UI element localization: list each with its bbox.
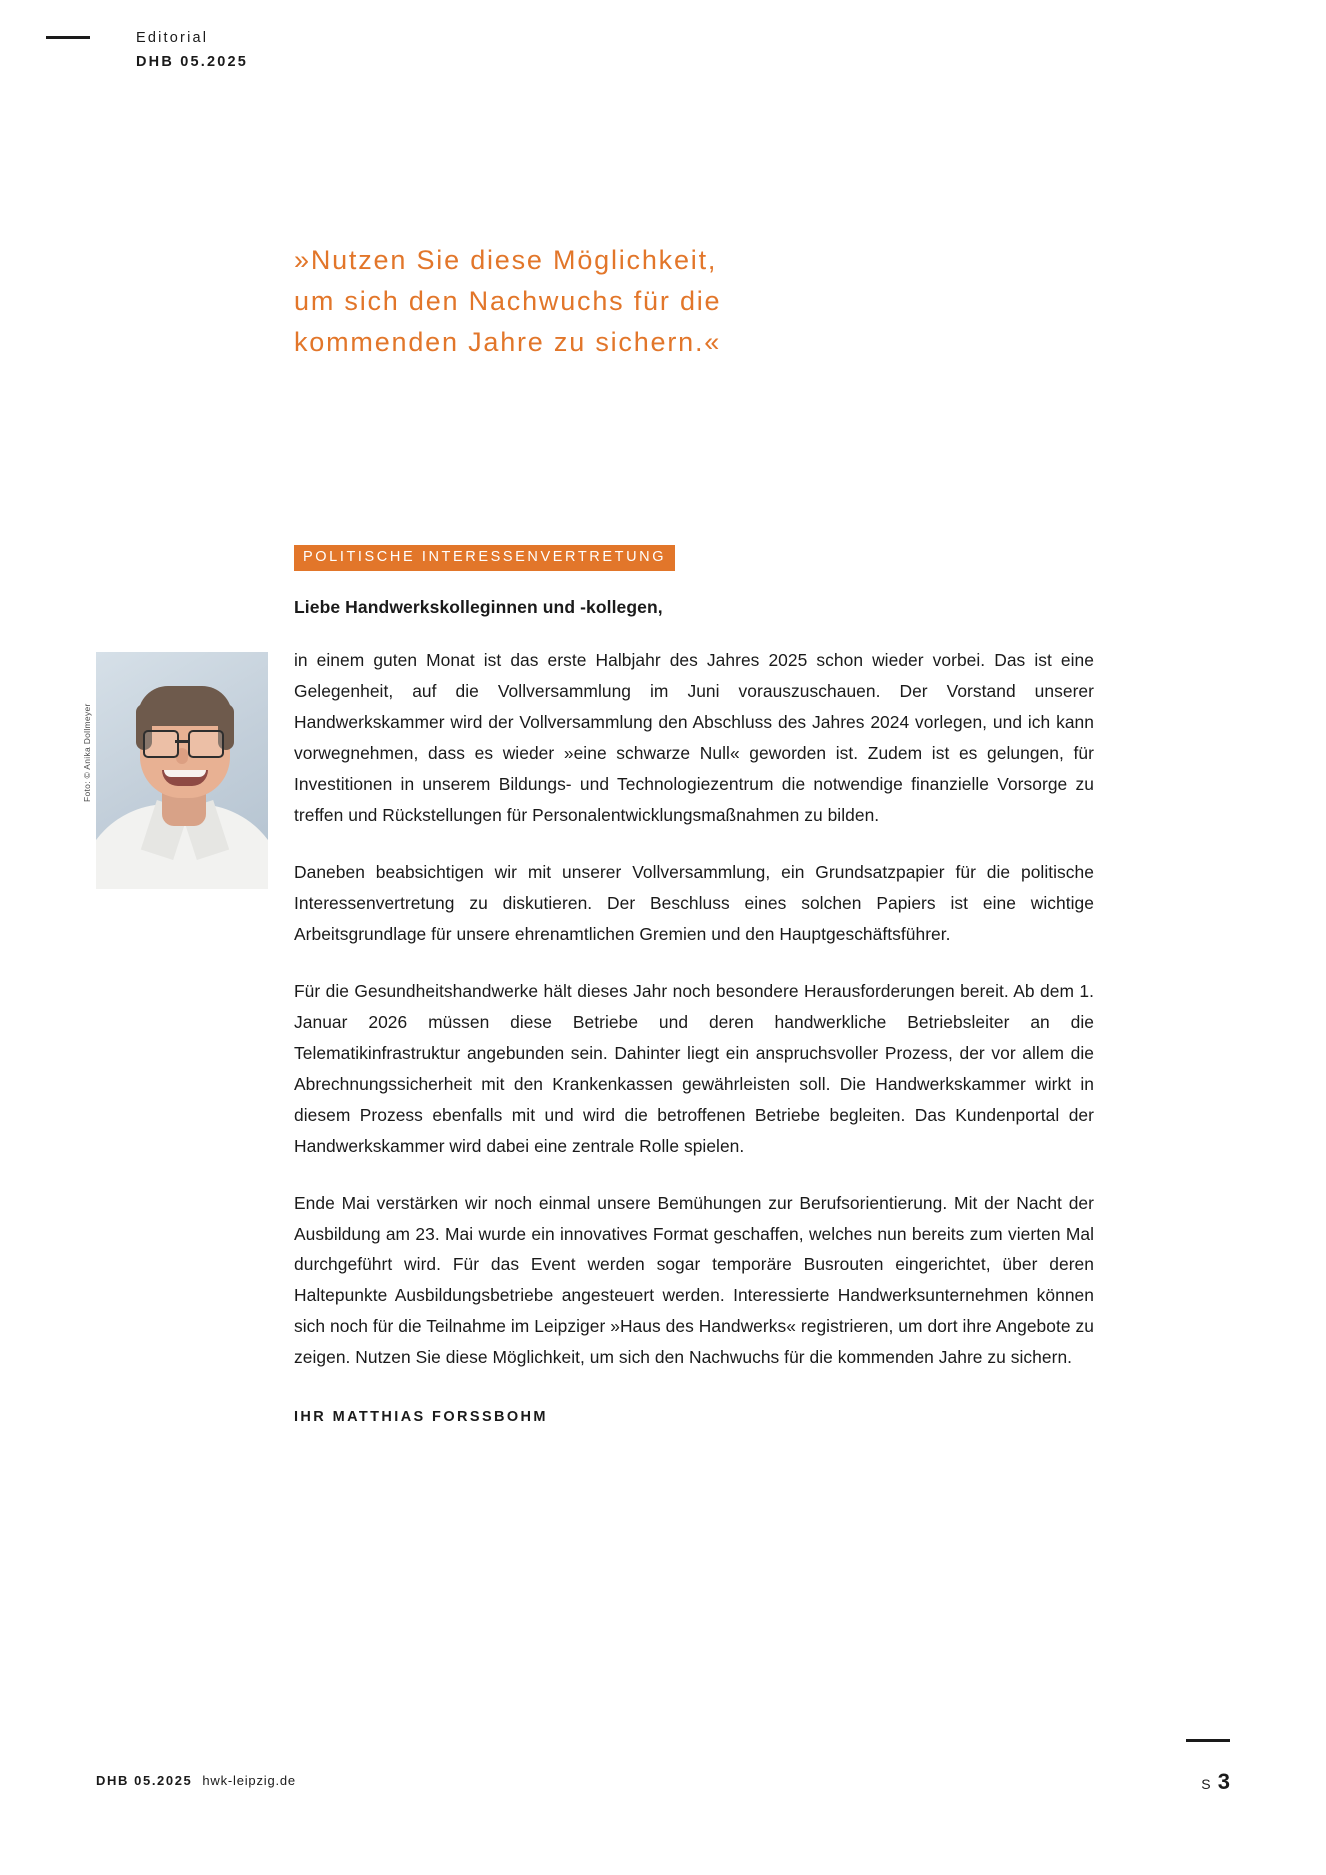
- portrait-figure: [82, 652, 268, 889]
- glasses-lens-right-icon: [188, 730, 224, 758]
- footer-left-block: [96, 1773, 296, 1788]
- pull-quote-line-2: um sich den Nachwuchs für die: [294, 286, 722, 317]
- footer-page-number: 3: [1217, 1769, 1230, 1794]
- article-signature: IHR MATTHIAS FORSSBOHM: [294, 1409, 548, 1426]
- footer-url[interactable]: hwk-leipzig.de: [202, 1773, 296, 1788]
- section-tag: POLITISCHE INTERESSENVERTRETUNG: [294, 545, 675, 571]
- page-header: [46, 30, 1280, 96]
- article-paragraph: in einem guten Monat ist das erste Halbjahr des Jahres 2025 schon wieder vorbei. Das ist eine Gelegenheit, auf die Vollversammlung im Juni vorauszuschauen. Der Vorstand unserer Handwerkskammer wird der Vollversammlung den Abschluss des Jahres 2024 vorlegen, und ich kann vorwegnehmen, dass es wieder »eine schwarze Null« geworden ist. Zudem ist es gelungen, für Investitionen in unserem Bildungs- und Technologiezentrum die notwendige finanzielle Vorsorge zu treffen und Rückstellungen für Personalentwicklungsmaßnahmen zu bilden.: [294, 650, 1094, 825]
- article-body: [294, 645, 1094, 1425]
- pull-quote-line-1: »Nutzen Sie diese Möglichkeit,: [294, 245, 718, 275]
- footer-page-prefix: S: [1201, 1776, 1212, 1792]
- glasses-bridge-icon: [175, 740, 188, 743]
- salutation: Liebe Handwerkskolleginnen und -kollegen,: [294, 597, 663, 617]
- article-paragraph: Daneben beabsichtigen wir mit unserer Vollversammlung, ein Grundsatzpapier für die politische Interessenvertretung zu diskutieren. Der Beschluss eines solchen Papiers ist eine wichtige Arbeitsgrundlage für unsere ehrenamtlichen Gremien und den Hauptgeschäftsführer.: [294, 861, 1094, 944]
- portrait-image: [96, 652, 268, 889]
- page-footer: [96, 1769, 1230, 1797]
- photo-credit: Foto: © Anika Dollmeyer: [82, 703, 92, 802]
- pull-quote-line-3: kommenden Jahre zu sichern.«: [294, 327, 722, 358]
- header-text-block: [136, 28, 248, 73]
- pull-quote: [294, 240, 1014, 363]
- header-rule: [46, 36, 90, 39]
- footer-issue: DHB 05.2025: [96, 1773, 193, 1788]
- portrait-teeth: [164, 770, 206, 777]
- header-kicker: Editorial: [136, 30, 209, 46]
- article-paragraph: Ende Mai verstärken wir noch einmal unsere Bemühungen zur Berufsorientierung. Mit der Nacht der Ausbildung am 23. Mai wurde ein innovatives Format geschaffen, welches nun bereits zum vierten Mal durchgeführt wird. Für das Event werden sogar temporäre Busrouten eingerichtet, über deren Haltepunkte Ausbildungsbetriebe angesteuert werden. Interessierte Handwerksunternehmen können sich noch für die Teilnahme im Leipziger »Haus des Handwerks« registrieren, um dort ihre Angebote zu zeigen. Nutzen Sie diese Möglichkeit, um sich den Nachwuchs für die kommenden Jahre zu sichern.: [294, 1192, 1094, 1368]
- glasses-lens-left-icon: [143, 730, 179, 758]
- footer-rule: [1186, 1739, 1230, 1742]
- header-issue: DHB 05.2025: [136, 54, 249, 71]
- footer-right-block: [1201, 1769, 1230, 1795]
- article-paragraph: Für die Gesundheitshandwerke hält dieses Jahr noch besondere Herausforderungen bereit. Ab dem 1. Januar 2026 müssen diese Betriebe und deren handwerkliche Betriebsleiter an die Telematikinfrastruktur angebunden sein. Dahinter liegt ein anspruchsvoller Prozess, der vor allem die Abrechnungssicherheit mit den Krankenkassen gewährleisten soll. Die Handwerkskammer wirkt in diesem Prozess ebenfalls mit und wird die betroffenen Betriebe begleiten. Das Kundenportal der Handwerkskammer wird dabei eine zentrale Rolle spielen.: [294, 980, 1094, 1156]
